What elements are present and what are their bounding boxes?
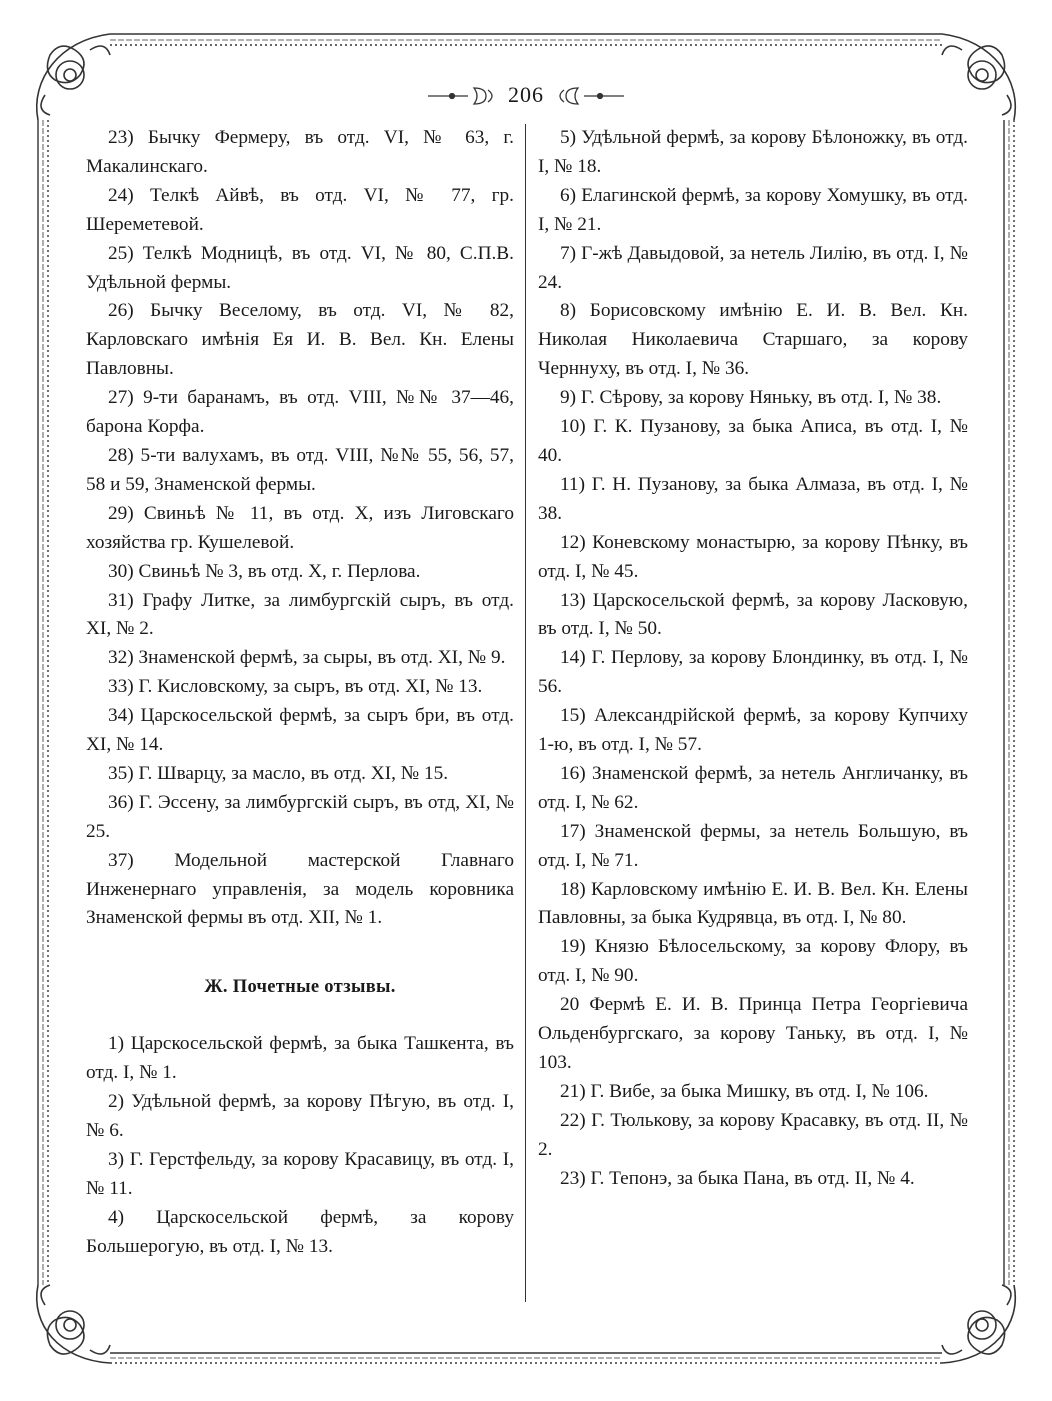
- entry-left-29: 29) Свиньѣ № 11, въ отд. X, изъ Лиговскаго хозяйства гр. Кушелевой.: [86, 502, 514, 553]
- honor-entry-21: 21) Г. Вибе, за быка Мишку, въ отд. I, № 106.: [560, 1080, 929, 1102]
- entry-left-23: 23) Бычку Фермеру, въ отд. VI, № 63, г. Макалинскаго.: [86, 127, 514, 177]
- corner-ornament-bottom-right: [942, 1285, 1015, 1363]
- entry-left-31: 31) Графу Литке, за лимбургскій сыръ, въ отд. XI, № 2.: [86, 589, 514, 640]
- section-heading: Ж. Почетные отзывы.: [204, 977, 396, 998]
- honor-entry-11: 11) Г. Н. Пузанову, за быка Алмаза, въ отд. I, № 38.: [538, 473, 968, 524]
- honor-entry-18: 18) Карловскому имѣнію Е. И. В. Вел. Кн. Елены Павловны, за быка Кудрявца, въ отд. I, № 80.: [538, 878, 968, 929]
- honor-entry-8: 8) Борисовскому имѣнію Е. И. В. Вел. Кн. Николая Николаевича Старшаго, за корову Черннуху, въ отд. I, № 36.: [538, 300, 968, 380]
- right-column: [538, 124, 968, 1194]
- honor-entry-22: 22) Г. Тюлькову, за корову Красавку, въ отд. II, № 2.: [538, 1109, 968, 1160]
- honor-entry-6: 6) Елагинской фермѣ, за корову Хомушку, въ отд. I, № 21.: [538, 184, 968, 235]
- honor-entry-9: 9) Г. Сѣрову, за корову Няньку, въ отд. I, № 38.: [560, 387, 942, 409]
- honor-entry-12: 12) Коневскому монастырю, за корову Пѣнку, въ отд. I, № 45.: [538, 531, 968, 582]
- entry-left-35: 35) Г. Шварцу, за масло, въ отд. XI, № 15.: [108, 762, 449, 784]
- honor-entry-3: 3) Г. Герстфельду, за корову Красавицу, въ отд. I, № 11.: [86, 1148, 514, 1199]
- entry-left-37: 37) Модельной мастерской Главнаго Инженернаго управленія, за модель коровника Знаменской фермы въ отд. XII, № 1.: [86, 849, 514, 929]
- honor-entry-2: 2) Удѣльной фермѣ, за корову Пѣгую, въ отд. I, № 6.: [86, 1091, 514, 1141]
- honor-entry-23: 23) Г. Тепонэ, за быка Пана, въ отд. II, № 4.: [560, 1167, 915, 1189]
- entry-left-27: 27) 9-ти баранамъ, въ отд. VIII, №№ 37—46, барона Корфа.: [86, 387, 514, 438]
- entry-left-25: 25) Телкѣ Модницѣ, въ отд. VI, № 80, С.П.В. Удѣльной фермы.: [86, 242, 514, 293]
- left-column: [86, 124, 514, 1262]
- entry-left-24: 24) Телкѣ Айвѣ, въ отд. VI, № 77, гр. Шереметевой.: [86, 184, 514, 235]
- corner-ornament-bottom-left: [37, 1285, 110, 1363]
- honor-entry-16: 16) Знаменской фермѣ, за нетель Англичанку, въ отд. I, № 62.: [538, 762, 968, 813]
- page-number: 206: [508, 82, 544, 107]
- honor-entry-14: 14) Г. Перлову, за корову Блондинку, въ отд. I, № 56.: [538, 647, 968, 698]
- column-divider: [525, 124, 526, 1302]
- entry-left-32: 32) Знаменской фермѣ, за сыры, въ отд. XI, № 9.: [108, 647, 506, 669]
- honor-entry-15: 15) Александрійской фермѣ, за корову Купчиху 1-ю, въ отд. I, № 57.: [538, 705, 968, 756]
- honor-entry-4: 4) Царскосельской фермѣ, за корову Большерогую, въ отд. I, № 13.: [86, 1206, 514, 1257]
- honor-entry-5: 5) Удѣльной фермѣ, за корову Бѣлоножку, въ отд. I, № 18.: [538, 127, 968, 177]
- honor-entry-17: 17) Знаменской фермы, за нетель Большую, въ отд. I, № 71.: [538, 820, 968, 871]
- entry-left-36: 36) Г. Эссену, за лимбургскій сыръ, въ отд, XI, № 25.: [86, 791, 514, 842]
- honor-entry-13: 13) Царскосельской фермѣ, за корову Ласковую, въ отд. I, № 50.: [538, 589, 968, 640]
- entry-left-34: 34) Царскосельской фермѣ, за сыръ бри, въ отд. XI, № 14.: [86, 705, 514, 756]
- honor-entry-7: 7) Г-жѣ Давыдовой, за нетель Лилію, въ отд. I, № 24.: [538, 242, 968, 293]
- honor-entry-10: 10) Г. К. Пузанову, за быка Аписа, въ отд. I, № 40.: [538, 416, 968, 466]
- entry-left-28: 28) 5-ти валухамъ, въ отд. VIII, №№ 55, 56, 57, 58 и 59, Знаменской фермы.: [86, 444, 514, 495]
- entry-left-26: 26) Бычку Веселому, въ отд. VI, № 82, Карловскаго имѣнія Ея И. В. Вел. Кн. Елены Павловны.: [86, 300, 514, 380]
- honor-entry-20: 20 Фермѣ Е. И. В. Принца Петра Георгіевича Ольденбургскаго, за корову Таньку, въ отд. I, № 103.: [538, 994, 968, 1073]
- honor-entry-1: 1) Царскосельской фермѣ, за быка Ташкента, въ отд. I, № 1.: [86, 1033, 514, 1084]
- honor-entry-19: 19) Князю Бѣлосельскому, за корову Флору, въ отд. I, № 90.: [538, 936, 968, 987]
- entry-left-30: 30) Свиньѣ № 3, въ отд. X, г. Перлова.: [108, 560, 421, 582]
- entry-left-33: 33) Г. Кисловскому, за сыръ, въ отд. XI, № 13.: [108, 676, 483, 698]
